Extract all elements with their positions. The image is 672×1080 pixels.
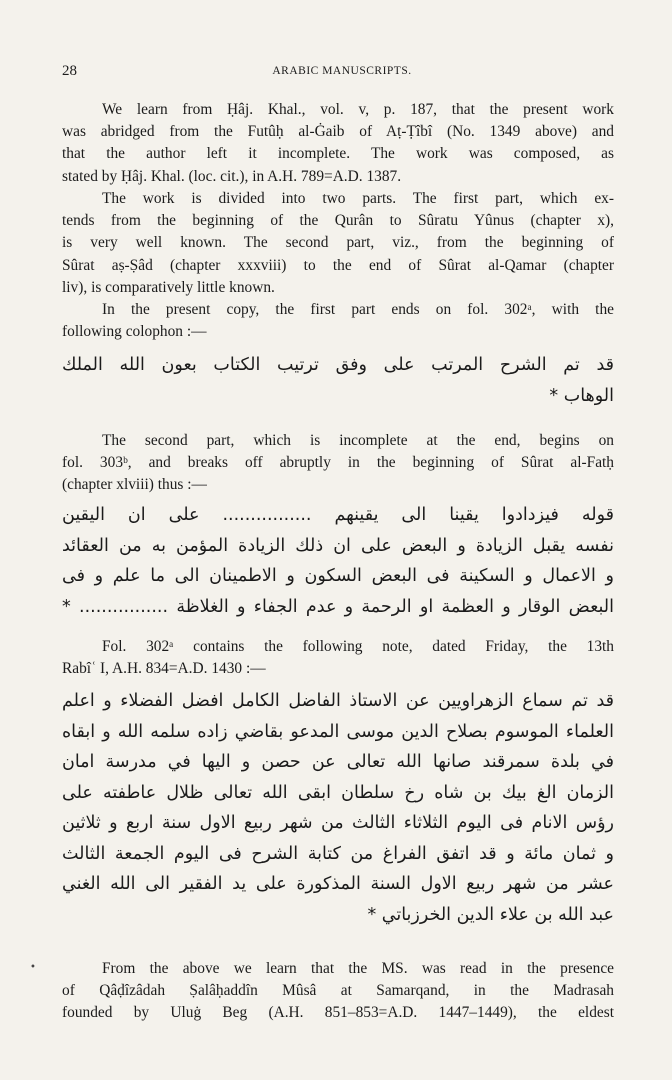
text-line: following colophon :— [62,323,207,341]
arabic-colophon [62,350,614,411]
arabic-line: الوهاب * [549,385,614,406]
arabic-line: قد تم الشرح المرتب على وفق ترتيب الكتاب بعون الله الملك [62,355,614,375]
arabic-line: البعض الوقار و العظمة او الرحمة و عدم الجفاء و الغلاظة ................ * [62,596,614,617]
text-line: In the present copy, the first part ends on fol. 302ᵃ, with the [102,301,614,318]
arabic-line: نفسه يقبل الزيادة و البعض على ان ذلك الزيادة المؤمن به من العقائد [62,535,614,556]
text-line: tends from the beginning of the Qurân to Sûratu Yûnus (chapter x), [62,212,614,230]
arabic-line: و ثمان مائة و قد اتفق الفراغ من كتابة الشرح فى اليوم الجمعة الثالث [62,843,614,864]
page-header [62,63,622,83]
text-line: was abridged from the Futûḥ al-Ġaib of Aṭ-Ṭîbî (No. 1349 above) and [62,123,614,141]
arabic-line: العلماء الموسوم بصلاح الدين موسى المدعو بقاضي زاده سلمه الله و ابقاه [62,721,614,742]
text-line: Fol. 302ᵃ contains the following note, dated Friday, the 13th [102,638,614,655]
text-line: The work is divided into two parts. The first part, which ex- [102,190,614,207]
paragraph-colophon-intro [62,299,614,343]
running-title: ARABIC MANUSCRIPTS. [272,65,412,77]
arabic-incipit [62,500,614,622]
page-number: 28 [62,63,77,79]
paragraph-source [62,99,614,188]
margin-dot: • [30,962,36,973]
arabic-line: و الاعمال و السكينة فى البعض السكون و الاطمينان الى ما علم و فى [62,566,614,586]
text-line: founded by Uluġ Beg (A.H. 851–853=A.D. 1447–1449), the eldest [62,1004,614,1022]
text-line: The second part, which is incomplete at the end, begins on [102,432,614,449]
text-line: We learn from Ḥâj. Khal., vol. v, p. 187, that the present work [102,101,614,118]
paragraph-parts [62,188,614,299]
arabic-line: عشر من شهر ربيع الاول السنة المذكورة على يد الفقير الى الله الغني [62,874,614,894]
arabic-line: رؤس الانام فى اليوم الثلاثاء الثالث من شهر ربيع الاول سنة اربع و ثلاثين [62,813,614,833]
paragraph-second-part [62,430,614,497]
arabic-line: قوله فيزدادوا يقينا الى يقينهم ................ على ان اليقين [62,505,614,525]
text-line: liv), is comparatively little known. [62,278,275,296]
arabic-line: عبد الله بن علاء الدين الخرزباتي * [367,904,614,925]
text-line: of Qâḍîzâdah Ṣalâḥaddîn Mûsâ at Samarqand, in the Madrasah [62,982,614,1000]
text-line: Sûrat aṣ-Ṣâd (chapter xxxviii) to the end of Sûrat al-Qamar (chapter [62,256,614,274]
arabic-line: الزمان الغ بيك بن شاه رخ سلطان ابقى الله تعالى ظلال عاطفته على [62,782,614,803]
paragraph-note-intro [62,636,614,680]
text-line: (chapter xlviii) thus :— [62,476,207,494]
text-line: stated by Ḥâj. Khal. (loc. cit.), in A.H. 789=A.D. 1387. [62,167,402,185]
paragraph-conclusion [62,958,614,1025]
text-line: that the author left it incomplete. The work was composed, as [62,145,614,163]
arabic-note [62,686,614,930]
text-line: is very well known. The second part, viz., from the beginning of [62,234,614,252]
text-line: Rabîʿ I, A.H. 834=A.D. 1430 :— [62,660,266,678]
arabic-line: في بلدة سمرقند صانها الله تعالى عن حصن و اليها في مدرسة امان [62,752,614,772]
text-line: From the above we learn that the MS. was read in the presence [102,960,614,977]
arabic-line: قد تم سماع الزهراويين عن الاستاذ الفاضل الكامل افضل الفضلاء و اعلم [62,691,614,711]
text-line: fol. 303ᵇ, and breaks off abruptly in the beginning of Sûrat al-Fatḥ [62,454,614,472]
